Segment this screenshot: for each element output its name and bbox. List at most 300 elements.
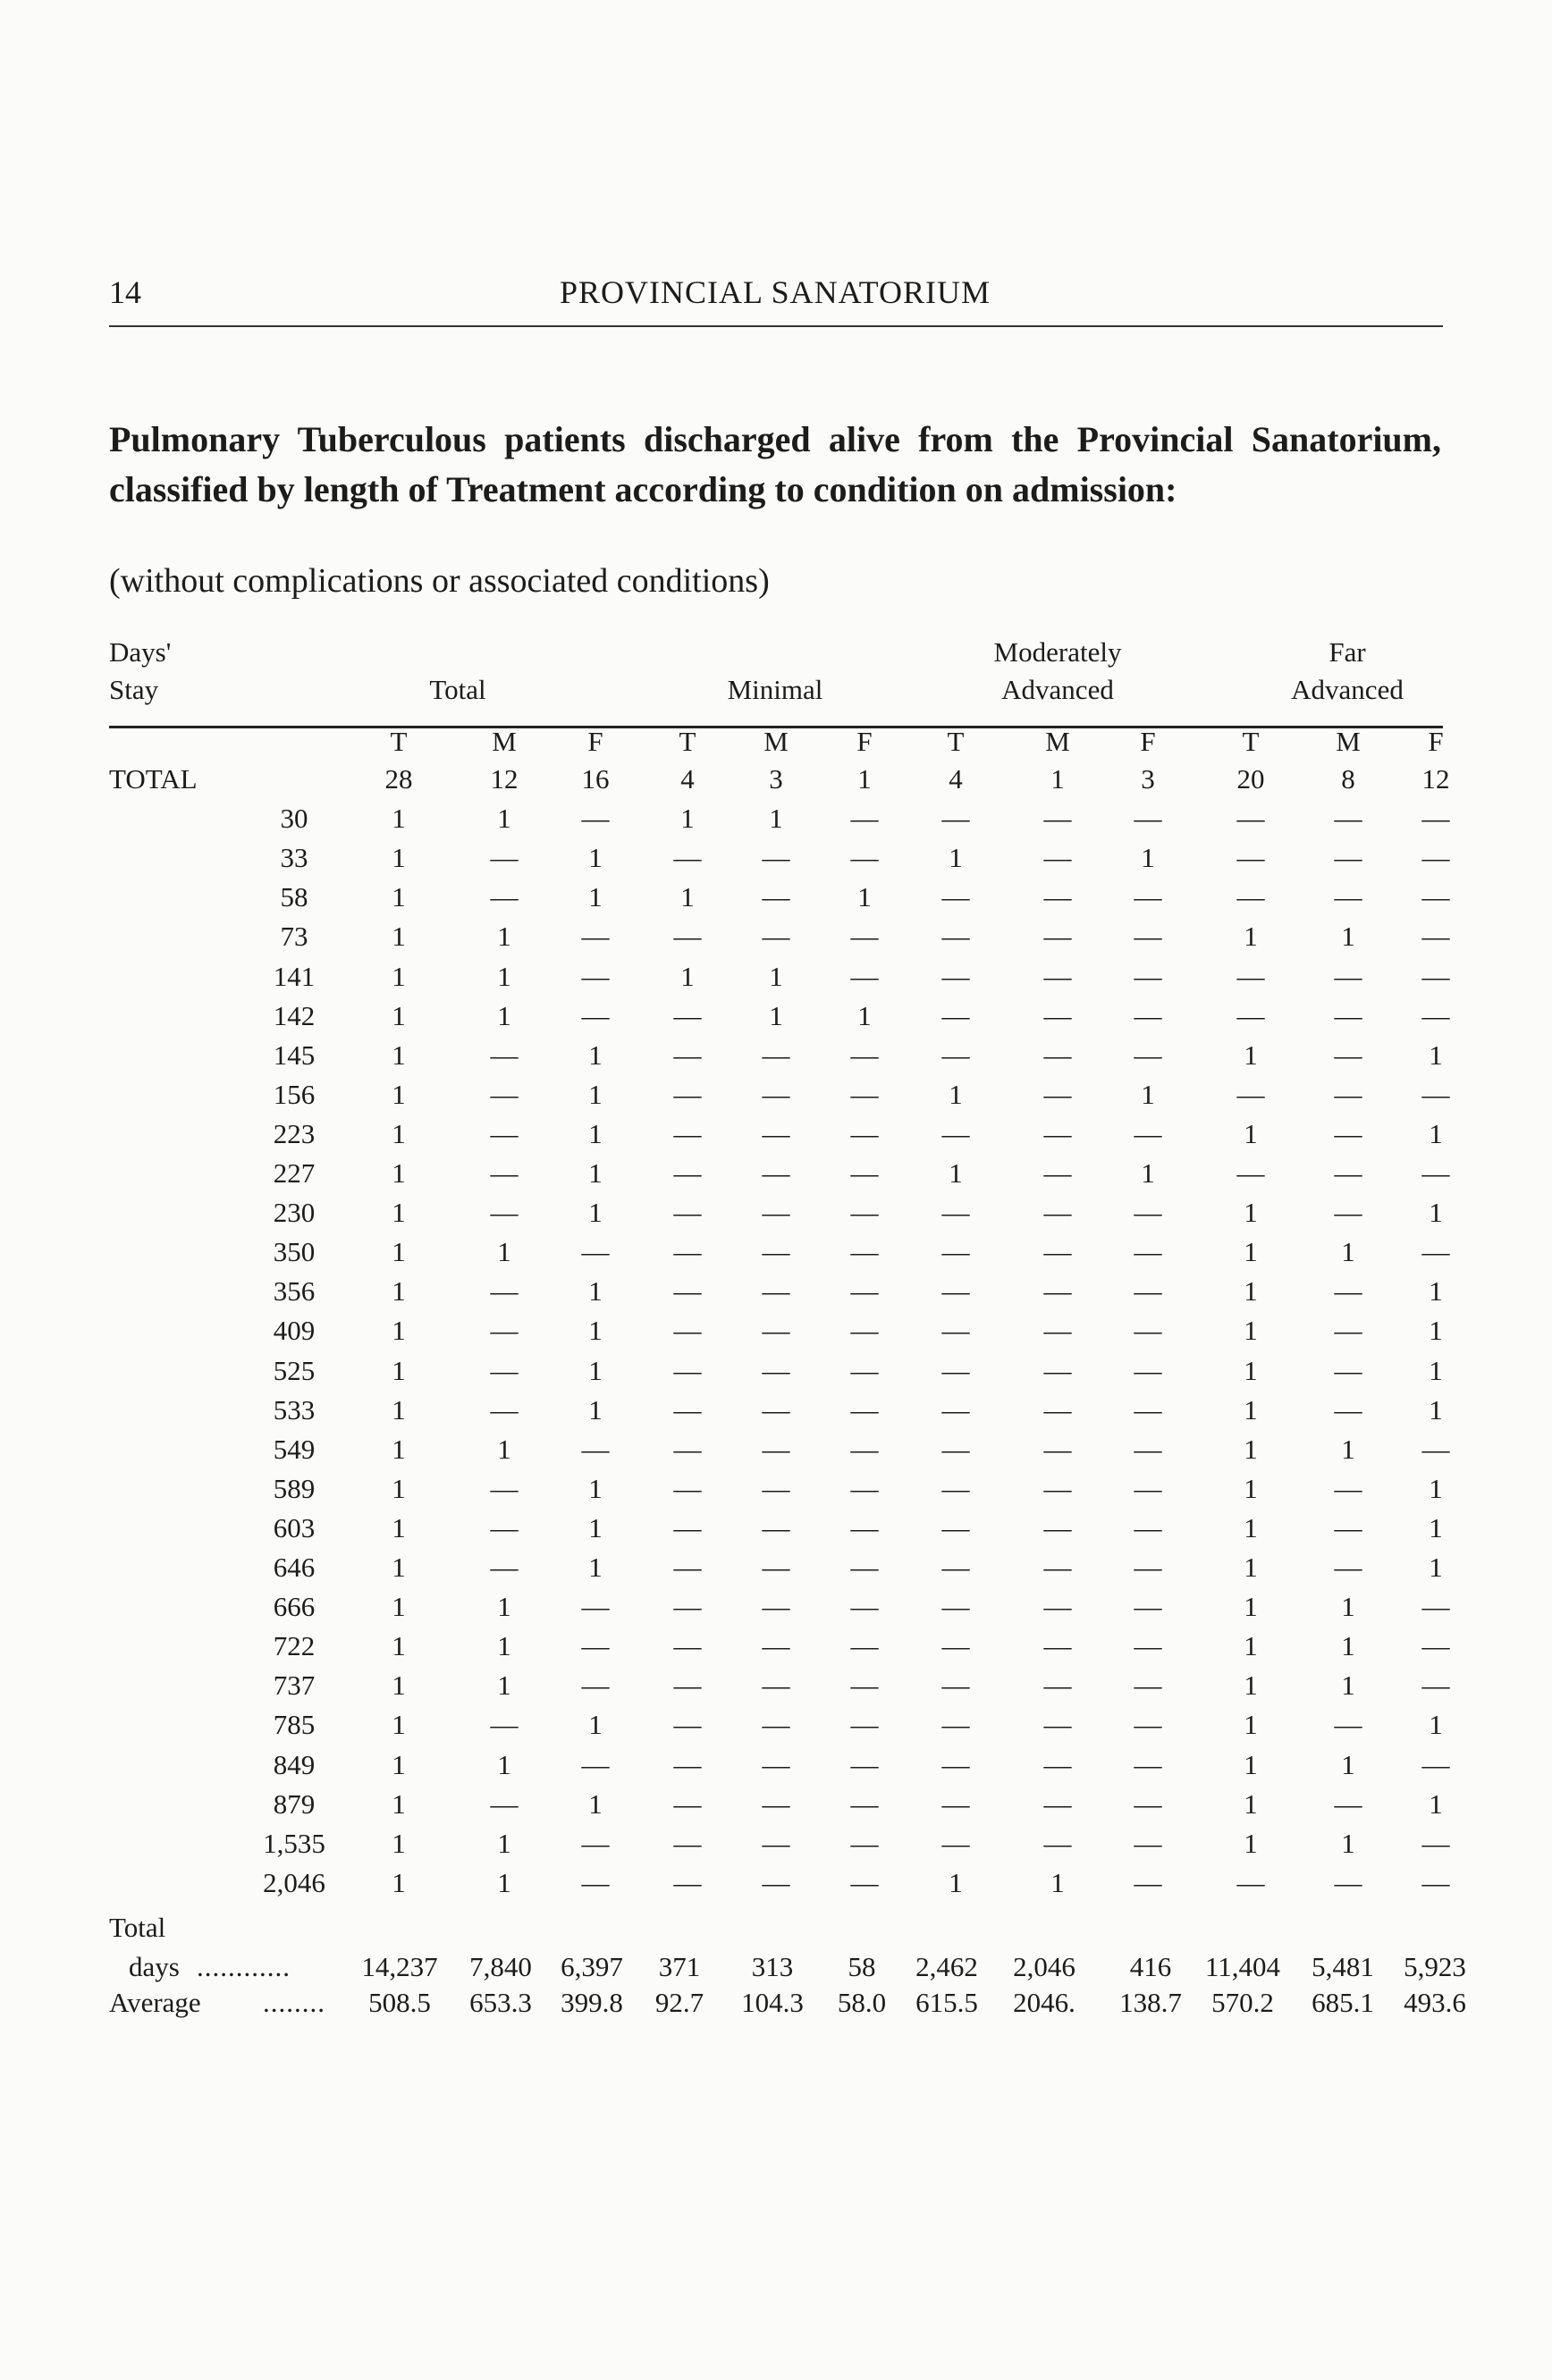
- table-cell: —: [850, 1433, 879, 1465]
- table-cell: 1: [392, 1236, 406, 1268]
- table-cell: —: [1043, 1117, 1072, 1149]
- table-cell: 1: [497, 1630, 511, 1662]
- table-cell: —: [1421, 921, 1450, 953]
- table-cell: 1: [1429, 1787, 1443, 1820]
- table-cell: —: [1134, 1393, 1162, 1425]
- table-cell: —: [850, 921, 879, 953]
- table-cell: —: [941, 1472, 970, 1504]
- table-cell: —: [1236, 1866, 1265, 1898]
- table-cell: —: [490, 1354, 519, 1386]
- table-cell: —: [1334, 842, 1362, 874]
- table-cell: —: [850, 1472, 879, 1504]
- table-cell: —: [1134, 1511, 1162, 1543]
- table-cell: —: [762, 1433, 790, 1465]
- table-cell: —: [673, 1787, 702, 1820]
- table-cell: —: [941, 1709, 970, 1741]
- table-cell: 1: [1429, 1511, 1443, 1543]
- table-cell: 1: [392, 1827, 406, 1859]
- table-cell: —: [941, 921, 970, 953]
- table-cell: —: [1421, 1433, 1450, 1465]
- table-cell: —: [850, 1552, 879, 1583]
- table-cell: —: [941, 1197, 970, 1229]
- table-cell: 1: [497, 803, 511, 835]
- table-cell: 1: [497, 1433, 511, 1465]
- table-cell: —: [1043, 999, 1072, 1031]
- table-cell: —: [673, 921, 702, 953]
- table-cell: —: [490, 1787, 519, 1820]
- subcolumn-header: M: [492, 726, 517, 757]
- table-cell: —: [490, 842, 519, 874]
- table-cell: —: [1334, 1472, 1362, 1504]
- table-cell: —: [1134, 1472, 1162, 1504]
- table-cell: 1: [1244, 1591, 1258, 1623]
- table-cell: 1: [497, 1236, 511, 1268]
- table-cell: 1: [1244, 1433, 1258, 1465]
- table-cell: —: [1043, 1472, 1072, 1504]
- averages-leader-dots: ........: [263, 1986, 325, 2018]
- table-cell: —: [581, 1866, 610, 1898]
- table-cell: —: [1334, 1354, 1362, 1386]
- table-cell: 1: [1429, 1039, 1443, 1071]
- totals-cell: 371: [658, 1950, 701, 1982]
- table-cell: —: [762, 1078, 790, 1110]
- table-cell: —: [850, 1197, 879, 1229]
- subcolumn-header: M: [1045, 726, 1070, 757]
- table-cell: —: [1043, 1669, 1072, 1702]
- table-cell: —: [941, 1393, 970, 1425]
- table-cell: 28: [384, 763, 413, 795]
- table-cell: —: [673, 1552, 702, 1583]
- table-cell: 1: [1429, 1552, 1443, 1583]
- group-header: Advanced: [1001, 674, 1114, 705]
- row-label: 141: [273, 960, 316, 992]
- table-caption: Pulmonary Tuberculous patients discharged alive from the Provincial Sanatorium, classified by length of Treatment according to condition on admission:: [109, 419, 1441, 509]
- table-cell: 1: [857, 999, 872, 1031]
- table-cell: 1: [680, 881, 695, 913]
- table-cell: —: [850, 1709, 879, 1741]
- subcolumn-header: T: [390, 726, 408, 757]
- subcolumn-header: T: [679, 726, 696, 757]
- averages-cell: 570.2: [1211, 1986, 1274, 2018]
- table-cell: —: [762, 1866, 790, 1898]
- table-cell: —: [941, 1275, 970, 1308]
- table-cell: —: [762, 1236, 790, 1268]
- table-cell: —: [1421, 1748, 1450, 1780]
- table-cell: —: [1134, 1630, 1162, 1662]
- table-cell: —: [850, 842, 879, 874]
- table-cell: —: [762, 1827, 790, 1859]
- table-cell: —: [673, 1709, 702, 1741]
- table-cell: 1: [1429, 1472, 1443, 1504]
- table-subcaption: (without complications or associated conditions): [109, 562, 770, 600]
- table-cell: 1: [1341, 1827, 1355, 1859]
- table-cell: 1: [392, 1591, 406, 1623]
- table-cell: —: [490, 881, 519, 913]
- table-cell: —: [850, 1748, 879, 1780]
- table-cell: —: [850, 1827, 879, 1859]
- table-cell: 8: [1341, 763, 1355, 795]
- table-cell: —: [1334, 1315, 1362, 1347]
- table-cell: —: [941, 1630, 970, 1662]
- table-cell: —: [1043, 803, 1072, 835]
- table-cell: 1: [1244, 1197, 1258, 1229]
- row-label: 33: [280, 842, 308, 874]
- table-cell: 1: [769, 999, 783, 1031]
- table-cell: 1: [392, 1552, 406, 1583]
- averages-cell: 653.3: [469, 1986, 532, 2018]
- table-cell: —: [941, 999, 970, 1031]
- group-header: Moderately: [993, 636, 1122, 668]
- table-cell: —: [850, 1511, 879, 1543]
- table-cell: —: [762, 1511, 790, 1543]
- table-cell: 12: [1421, 763, 1450, 795]
- table-cell: —: [1421, 1591, 1450, 1623]
- totals-cell: 416: [1129, 1950, 1172, 1982]
- table-cell: 1: [497, 1591, 511, 1623]
- table-cell: —: [762, 1315, 790, 1347]
- table-cell: 1: [1244, 1709, 1258, 1741]
- row-label: 350: [273, 1236, 316, 1268]
- table-cell: —: [941, 1669, 970, 1702]
- table-cell: —: [762, 1669, 790, 1702]
- table-cell: —: [762, 1393, 790, 1425]
- table-cell: —: [490, 1117, 519, 1149]
- table-cell: 1: [392, 1511, 406, 1543]
- table-cell: —: [490, 1315, 519, 1347]
- table-cell: 1: [588, 1117, 603, 1149]
- table-cell: —: [1043, 881, 1072, 913]
- table-cell: —: [673, 1157, 702, 1189]
- table-cell: —: [1334, 881, 1362, 913]
- table-cell: —: [490, 1472, 519, 1504]
- averages-cell: 399.8: [561, 1986, 623, 2018]
- subcolumn-header: F: [856, 726, 873, 757]
- table-cell: 1: [497, 1827, 511, 1859]
- header-rule: [109, 325, 1443, 327]
- table-cell: —: [1236, 1078, 1265, 1110]
- table-cell: —: [1236, 881, 1265, 913]
- table-cell: —: [1334, 1157, 1362, 1189]
- table-cell: —: [1134, 1748, 1162, 1780]
- table-cell: —: [1134, 1354, 1162, 1386]
- subcolumn-header: M: [763, 726, 789, 757]
- table-cell: —: [1134, 803, 1162, 835]
- table-cell: 1: [392, 1078, 406, 1110]
- averages-label: Average: [109, 1986, 201, 2018]
- table-cell: —: [673, 1591, 702, 1623]
- table-cell: 1: [588, 1709, 603, 1741]
- table-cell: —: [1334, 1511, 1362, 1543]
- table-cell: —: [673, 1117, 702, 1149]
- table-cell: —: [1043, 1748, 1072, 1780]
- table-cell: 1: [588, 1039, 603, 1071]
- table-cell: —: [941, 1827, 970, 1859]
- table-cell: 1: [1244, 1393, 1258, 1425]
- table-cell: —: [762, 1787, 790, 1820]
- table-cell: —: [1134, 1591, 1162, 1623]
- table-cell: —: [850, 1866, 879, 1898]
- table-cell: —: [673, 1433, 702, 1465]
- table-cell: 1: [588, 1197, 603, 1229]
- table-cell: 1: [392, 1197, 406, 1229]
- table-cell: —: [1134, 921, 1162, 953]
- table-cell: —: [673, 1078, 702, 1110]
- subcolumn-header: T: [947, 726, 965, 757]
- table-cell: —: [1236, 842, 1265, 874]
- table-cell: —: [762, 881, 790, 913]
- table-cell: 1: [1341, 921, 1355, 953]
- group-header: Total: [429, 674, 486, 705]
- table-cell: —: [1043, 1197, 1072, 1229]
- row-label: 525: [273, 1354, 316, 1386]
- table-cell: 4: [949, 763, 963, 795]
- table-cell: —: [1421, 999, 1450, 1031]
- table-cell: —: [1134, 1827, 1162, 1859]
- table-cell: 1: [392, 1315, 406, 1347]
- row-label: 737: [273, 1669, 316, 1702]
- row-label: 666: [273, 1591, 316, 1623]
- table-cell: —: [490, 1039, 519, 1071]
- table-cell: —: [1334, 960, 1362, 992]
- table-cell: 1: [949, 1157, 963, 1189]
- table-cell: —: [1043, 1393, 1072, 1425]
- row-label: 30: [280, 803, 308, 835]
- averages-cell: 685.1: [1312, 1986, 1374, 2018]
- table-cell: 1: [392, 1157, 406, 1189]
- table-cell: —: [1236, 999, 1265, 1031]
- subcolumn-header: F: [587, 726, 603, 757]
- table-cell: —: [581, 1748, 610, 1780]
- averages-cell: 2046.: [1013, 1986, 1075, 2018]
- table-cell: 1: [1341, 1748, 1355, 1780]
- table-cell: —: [941, 1236, 970, 1268]
- table-cell: —: [762, 1630, 790, 1662]
- table-cell: 1: [392, 1709, 406, 1741]
- averages-cell: 508.5: [368, 1986, 431, 2018]
- table-cell: —: [1043, 1315, 1072, 1347]
- table-cell: —: [581, 803, 610, 835]
- table-cell: —: [673, 1472, 702, 1504]
- table-cell: —: [850, 1039, 879, 1071]
- table-cell: 1: [1244, 1117, 1258, 1149]
- row-label: 533: [273, 1393, 316, 1425]
- table-cell: —: [673, 1827, 702, 1859]
- table-cell: —: [1334, 1866, 1362, 1898]
- table-cell: 1: [392, 842, 406, 874]
- table-cell: —: [581, 1236, 610, 1268]
- table-cell: —: [1421, 1236, 1450, 1268]
- table-cell: —: [762, 1117, 790, 1149]
- group-header: Advanced: [1291, 674, 1404, 705]
- table-cell: —: [1421, 842, 1450, 874]
- table-cell: —: [941, 1552, 970, 1583]
- table-cell: —: [1334, 1787, 1362, 1820]
- table-cell: —: [1043, 842, 1072, 874]
- row-label: 785: [273, 1709, 316, 1741]
- table-cell: 1: [1050, 1866, 1065, 1898]
- table-cell: 1: [1244, 1787, 1258, 1820]
- table-cell: 1: [588, 1354, 603, 1386]
- table-cell: 1: [1341, 1669, 1355, 1702]
- table-cell: —: [490, 1552, 519, 1583]
- table-cell: 1: [588, 1157, 603, 1189]
- table-cell: —: [941, 960, 970, 992]
- table-cell: —: [673, 999, 702, 1031]
- table-cell: —: [762, 1552, 790, 1583]
- table-cell: 1: [1141, 1157, 1155, 1189]
- table-cell: —: [1043, 1157, 1072, 1189]
- table-cell: 1: [1141, 842, 1155, 874]
- table-cell: 1: [769, 960, 783, 992]
- stub-header-line-1: Days': [109, 636, 172, 668]
- table-cell: 1: [1429, 1315, 1443, 1347]
- running-title: PROVINCIAL SANATORIUM: [559, 274, 991, 310]
- table-cell: 1: [1244, 1827, 1258, 1859]
- table-cell: —: [1421, 1866, 1450, 1898]
- subcolumn-header: F: [1140, 726, 1156, 757]
- table-cell: —: [941, 881, 970, 913]
- table-cell: —: [490, 1078, 519, 1110]
- table-cell: —: [581, 999, 610, 1031]
- table-cell: —: [762, 842, 790, 874]
- table-cell: 1: [1141, 1078, 1155, 1110]
- table-cell: —: [850, 1354, 879, 1386]
- table-cell: 1: [1244, 1511, 1258, 1543]
- table-cell: —: [673, 1748, 702, 1780]
- table-cell: 12: [490, 763, 519, 795]
- table-cell: —: [1334, 1039, 1362, 1071]
- table-cell: —: [850, 1393, 879, 1425]
- table-cell: —: [1043, 1591, 1072, 1623]
- row-label: 223: [273, 1117, 316, 1149]
- stub-header-line-2: Stay: [109, 674, 159, 705]
- table-cell: 20: [1236, 763, 1265, 795]
- row-label: 1,535: [263, 1827, 325, 1859]
- row-label: 58: [280, 881, 308, 913]
- page-number: 14: [109, 274, 141, 310]
- table-cell: —: [1421, 1630, 1450, 1662]
- table-cell: —: [490, 1197, 519, 1229]
- table-cell: 1: [949, 1078, 963, 1110]
- table-cell: 1: [588, 1552, 603, 1583]
- table-cell: —: [1334, 1197, 1362, 1229]
- table-cell: —: [850, 1630, 879, 1662]
- table-cell: 1: [588, 1275, 603, 1308]
- table-cell: —: [1421, 1078, 1450, 1110]
- table-cell: —: [1043, 1433, 1072, 1465]
- table-cell: —: [1043, 1630, 1072, 1662]
- subcolumn-header: T: [1242, 726, 1260, 757]
- table-cell: 1: [1341, 1433, 1355, 1465]
- table-cell: —: [762, 1275, 790, 1308]
- table-cell: —: [1043, 1354, 1072, 1386]
- table-cell: —: [941, 1787, 970, 1820]
- table-cell: —: [1236, 1157, 1265, 1189]
- table-cell: —: [941, 1591, 970, 1623]
- table-cell: —: [1334, 1117, 1362, 1149]
- table-cell: 1: [392, 999, 406, 1031]
- table-cell: —: [1334, 803, 1362, 835]
- table-cell: —: [941, 1354, 970, 1386]
- table-cell: —: [673, 1275, 702, 1308]
- averages-cell: 138.7: [1119, 1986, 1182, 2018]
- table-cell: —: [1421, 1669, 1450, 1702]
- table-cell: 1: [1244, 1354, 1258, 1386]
- table-cell: —: [1134, 1669, 1162, 1702]
- table-cell: —: [581, 1630, 610, 1662]
- table-cell: —: [490, 1275, 519, 1308]
- table-cell: 1: [392, 1748, 406, 1780]
- subcolumn-header: F: [1428, 726, 1444, 757]
- table-cell: 1: [392, 921, 406, 953]
- table-cell: —: [850, 1078, 879, 1110]
- table-cell: 1: [392, 1354, 406, 1386]
- table-cell: 1: [1341, 1630, 1355, 1662]
- table-cell: —: [762, 1197, 790, 1229]
- table-cell: 1: [588, 1787, 603, 1820]
- table-cell: —: [1134, 1315, 1162, 1347]
- table-cell: 1: [497, 921, 511, 953]
- totals-cell: 5,923: [1404, 1950, 1466, 1982]
- table-cell: —: [941, 803, 970, 835]
- table-cell: —: [1134, 1709, 1162, 1741]
- table-cell: —: [762, 1039, 790, 1071]
- table-cell: 1: [588, 1078, 603, 1110]
- table-cell: —: [1134, 881, 1162, 913]
- totals-cell: 313: [751, 1950, 794, 1982]
- table-cell: 4: [680, 763, 695, 795]
- table-cell: 1: [1429, 1197, 1443, 1229]
- table-cell: —: [490, 1393, 519, 1425]
- table-cell: —: [673, 1669, 702, 1702]
- row-label: 849: [273, 1748, 316, 1780]
- subcolumn-header: M: [1336, 726, 1361, 757]
- table-cell: —: [941, 1315, 970, 1347]
- row-label: 409: [273, 1315, 316, 1347]
- table-cell: 1: [1429, 1709, 1443, 1741]
- table-cell: —: [1236, 803, 1265, 835]
- row-label: 142: [273, 999, 316, 1031]
- table-cell: —: [850, 1669, 879, 1702]
- table-cell: 1: [497, 999, 511, 1031]
- table-cell: 1: [588, 881, 603, 913]
- table-cell: —: [490, 1157, 519, 1189]
- table-cell: —: [1134, 1787, 1162, 1820]
- table-cell: 1: [1244, 1315, 1258, 1347]
- averages-cell: 58.0: [837, 1986, 887, 2018]
- table-cell: —: [1134, 999, 1162, 1031]
- table-cell: 1: [497, 1748, 511, 1780]
- table-cell: 1: [588, 1315, 603, 1347]
- row-label: 879: [273, 1787, 316, 1820]
- table-cell: —: [1334, 1709, 1362, 1741]
- table-cell: 1: [497, 960, 511, 992]
- table-cell: —: [850, 803, 879, 835]
- table-cell: —: [1043, 1078, 1072, 1110]
- table-cell: 1: [1341, 1236, 1355, 1268]
- table-cell: 1: [392, 1117, 406, 1149]
- table-cell: —: [762, 1472, 790, 1504]
- table-cell: 1: [680, 803, 695, 835]
- totals-cell: 2,462: [915, 1950, 978, 1982]
- table-cell: 1: [1244, 1748, 1258, 1780]
- table-cell: —: [1134, 1866, 1162, 1898]
- table-cell: 3: [1141, 763, 1155, 795]
- table-cell: —: [673, 1315, 702, 1347]
- totals-cell: 7,840: [469, 1950, 532, 1982]
- table-cell: 1: [392, 1472, 406, 1504]
- table-cell: 1: [1244, 1236, 1258, 1268]
